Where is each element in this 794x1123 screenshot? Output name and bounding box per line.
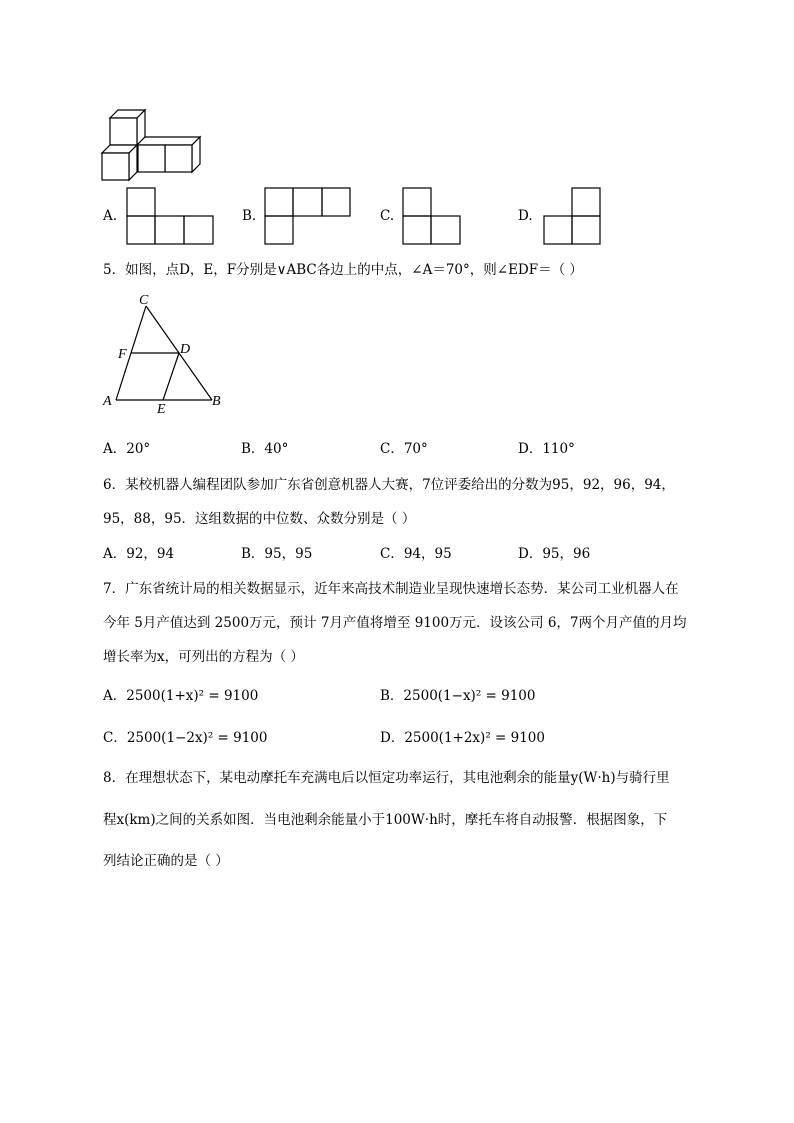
point-a-label: A	[103, 394, 112, 409]
q7-stem-line3: 增长率为x，可列出的方程为（ ）	[103, 649, 304, 665]
q5-option-c: C．70°	[380, 441, 428, 457]
q5-option-d: D．110°	[518, 441, 575, 457]
q8-stem-line2: 程x(km)之间的关系如图．当电池剩余能量小于100W·h时，摩托车将自动报警．根据图象，下	[103, 812, 668, 828]
q5-triangle-figure	[100, 290, 230, 415]
q6-option-a: A．92，94	[103, 546, 175, 562]
q7-stem-line1: 7．广东省统计局的相关数据显示，近年来高技术制造业呈现快速增长态势．某公司工业机器人在	[103, 581, 679, 597]
q8-stem-line3: 列结论正确的是（ ）	[103, 853, 229, 869]
q4-option-c-label: C.	[380, 208, 395, 224]
cube-stack-figure	[100, 104, 206, 184]
q7-option-c: C．2500(1−2x)² = 9100	[103, 730, 268, 746]
q8-stem-line1: 8．在理想状态下，某电动摩托车充满电后以恒定功率运行，其电池剩余的能量y(W·h)与骑行里	[103, 770, 670, 786]
q6-option-c: C．94，95	[380, 546, 452, 562]
q5-option-b: B．40°	[241, 441, 289, 457]
point-f-label: F	[118, 347, 127, 362]
q4-option-d-figure	[542, 187, 612, 247]
q5-option-a: A．20°	[103, 441, 151, 457]
q4-option-b-label: B.	[242, 208, 257, 224]
q7-stem-line2: 今年 5月产值达到 2500万元，预计 7月产值将增至 9100万元．设该公司 6，7两个月产值的月均	[103, 615, 687, 631]
point-c-label: C	[139, 293, 149, 308]
q5-stem: 5．如图，点D，E，F分别是∨ABC各边上的中点，∠A＝70°，则∠EDF＝（ ）	[103, 262, 583, 278]
point-d-label: D	[180, 342, 191, 357]
q6-stem-line1: 6．某校机器人编程团队参加广东省创意机器人大赛，7位评委给出的分数为95，92，96，94，	[103, 477, 675, 493]
q4-option-b-figure	[264, 187, 354, 247]
q6-option-b: B．95，95	[241, 546, 313, 562]
q7-option-d: D．2500(1+2x)² = 9100	[380, 730, 545, 746]
q6-option-d: D．95，96	[518, 546, 591, 562]
q4-option-a-label: A.	[103, 208, 118, 224]
q4-option-a-figure	[126, 187, 216, 247]
q4-option-d-label: D.	[518, 208, 533, 224]
point-b-label: B	[212, 394, 221, 409]
q4-option-c-figure	[402, 187, 472, 247]
q6-stem-line2: 95，88，95．这组数据的中位数、众数分别是（ ）	[103, 511, 416, 527]
point-e-label: E	[157, 402, 166, 417]
q7-option-a: A．2500(1+x)² = 9100	[103, 688, 259, 704]
q7-option-b: B．2500(1−x)² = 9100	[380, 688, 536, 704]
